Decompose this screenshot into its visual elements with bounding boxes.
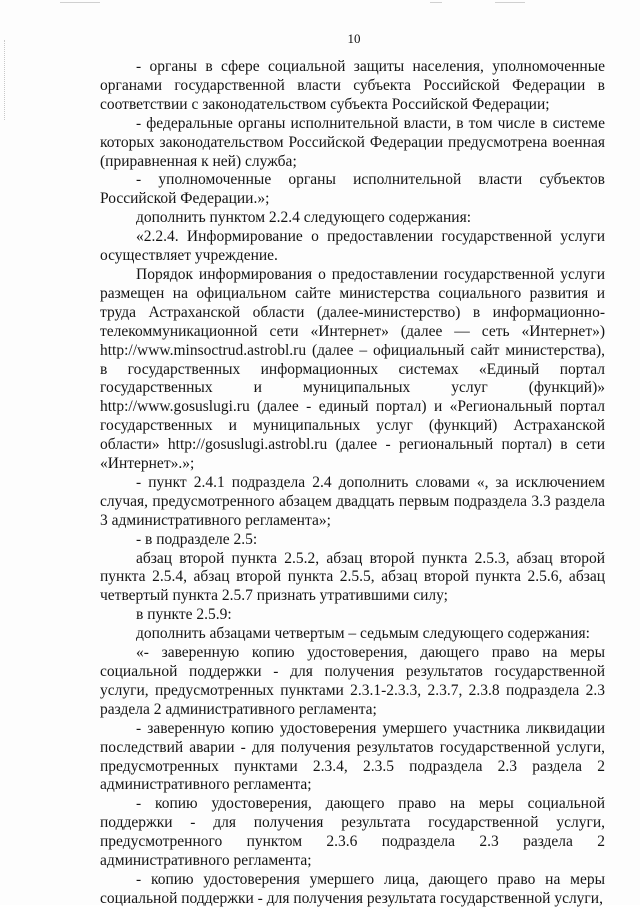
paragraph: «2.2.4. Информирование о предоставлении государственной услуги осуществляет учреждение. xyxy=(100,228,605,265)
paragraph: - копию удостоверения умершего лица, дающего право на меры социальной поддержки - для получения результата государственной услуги, xyxy=(100,870,605,907)
paragraph: - органы в сфере социальной защиты населения, уполномоченные органами государственной власти субъекта Российской Федерации в соответствии с законодательством субъекта Российской Федерации; xyxy=(100,58,605,113)
paragraph: - заверенную копию удостоверения умершего участника ликвидации последствий аварии - для получения результатов государственной услуги, предусмотренных пунктами 2.3.4, 2.3.5 подраздела 2.3 раздела 2 административного регламента; xyxy=(100,719,605,794)
paragraph: - уполномоченные органы исполнительной власти субъектов Российской Федерации.»; xyxy=(100,171,605,208)
page-number: 10 xyxy=(347,31,361,46)
paragraph: «- заверенную копию удостоверения, дающего право на меры социальной поддержки - для получения результатов государственной услуги, предусмотренных пунктами 2.3.1-2.3.3, 2.3.7, 2.3.8 подраздела 2.3 раздела 2 административного регламента; xyxy=(100,644,605,718)
paragraph: абзац второй пункта 2.5.2, абзац второй пункта 2.5.3, абзац второй пункта 2.5.4, абзац второй пункта 2.5.5, абзац второй пункта 2.5.6, абзац четвертый пункта 2.5.7 признать утратившими силу; xyxy=(100,549,605,605)
paragraph: - в подразделе 2.5: xyxy=(136,530,258,548)
paragraph: - пункт 2.4.1 подраздела 2.4 дополнить словами «, за исключением случая, предусмотренного абзацем двадцать первым подраздела 3.3 раздела 3 административного регламента»; xyxy=(100,473,605,529)
scan-artifact xyxy=(60,2,100,3)
paragraph: в пункте 2.5.9: xyxy=(136,606,232,624)
paragraph: дополнить пунктом 2.2.4 следующего содержания: xyxy=(136,209,471,227)
scan-artifact xyxy=(495,2,525,3)
paragraph: - федеральные органы исполнительной власти, в том числе в системе которых законодательством Российской Федерации предусмотрена военная (приравненная к ней) служба; xyxy=(100,114,605,170)
scan-edge-marks xyxy=(4,40,6,120)
paragraph: Порядок информирования о предоставлении государственной услуги размещен на официальном сайте министерства социального развития и труда Астраханской области (далее-министерство) в информационно-телекоммуникационной сети «Интернет» (далее — сеть «Интернет») http://www.minsoctrud.astrobl.ru (далее – официальный сайт министерства), в государственных информационных системах «Единый портал государственных и муниципальных услуг (функций)» http://www.gosuslugi.ru (далее - единый портал) и «Региональный портал государственных и муниципальных услуг (функций) Астраханской области» http://gosuslugi.astrobl.ru (далее - региональный портал) в сети «Интернет».»; xyxy=(100,265,605,473)
scan-artifact xyxy=(430,2,442,3)
paragraph: - копию удостоверения, дающего право на меры социальной поддержки - для получения результата государственной услуги, предусмотренного пунктом 2.3.6 подраздела 2.3 раздела 2 административного регламента; xyxy=(100,795,605,870)
paragraph: дополнить абзацами четвертым – седьмым следующего содержания: xyxy=(136,625,590,643)
document-body xyxy=(100,58,605,909)
